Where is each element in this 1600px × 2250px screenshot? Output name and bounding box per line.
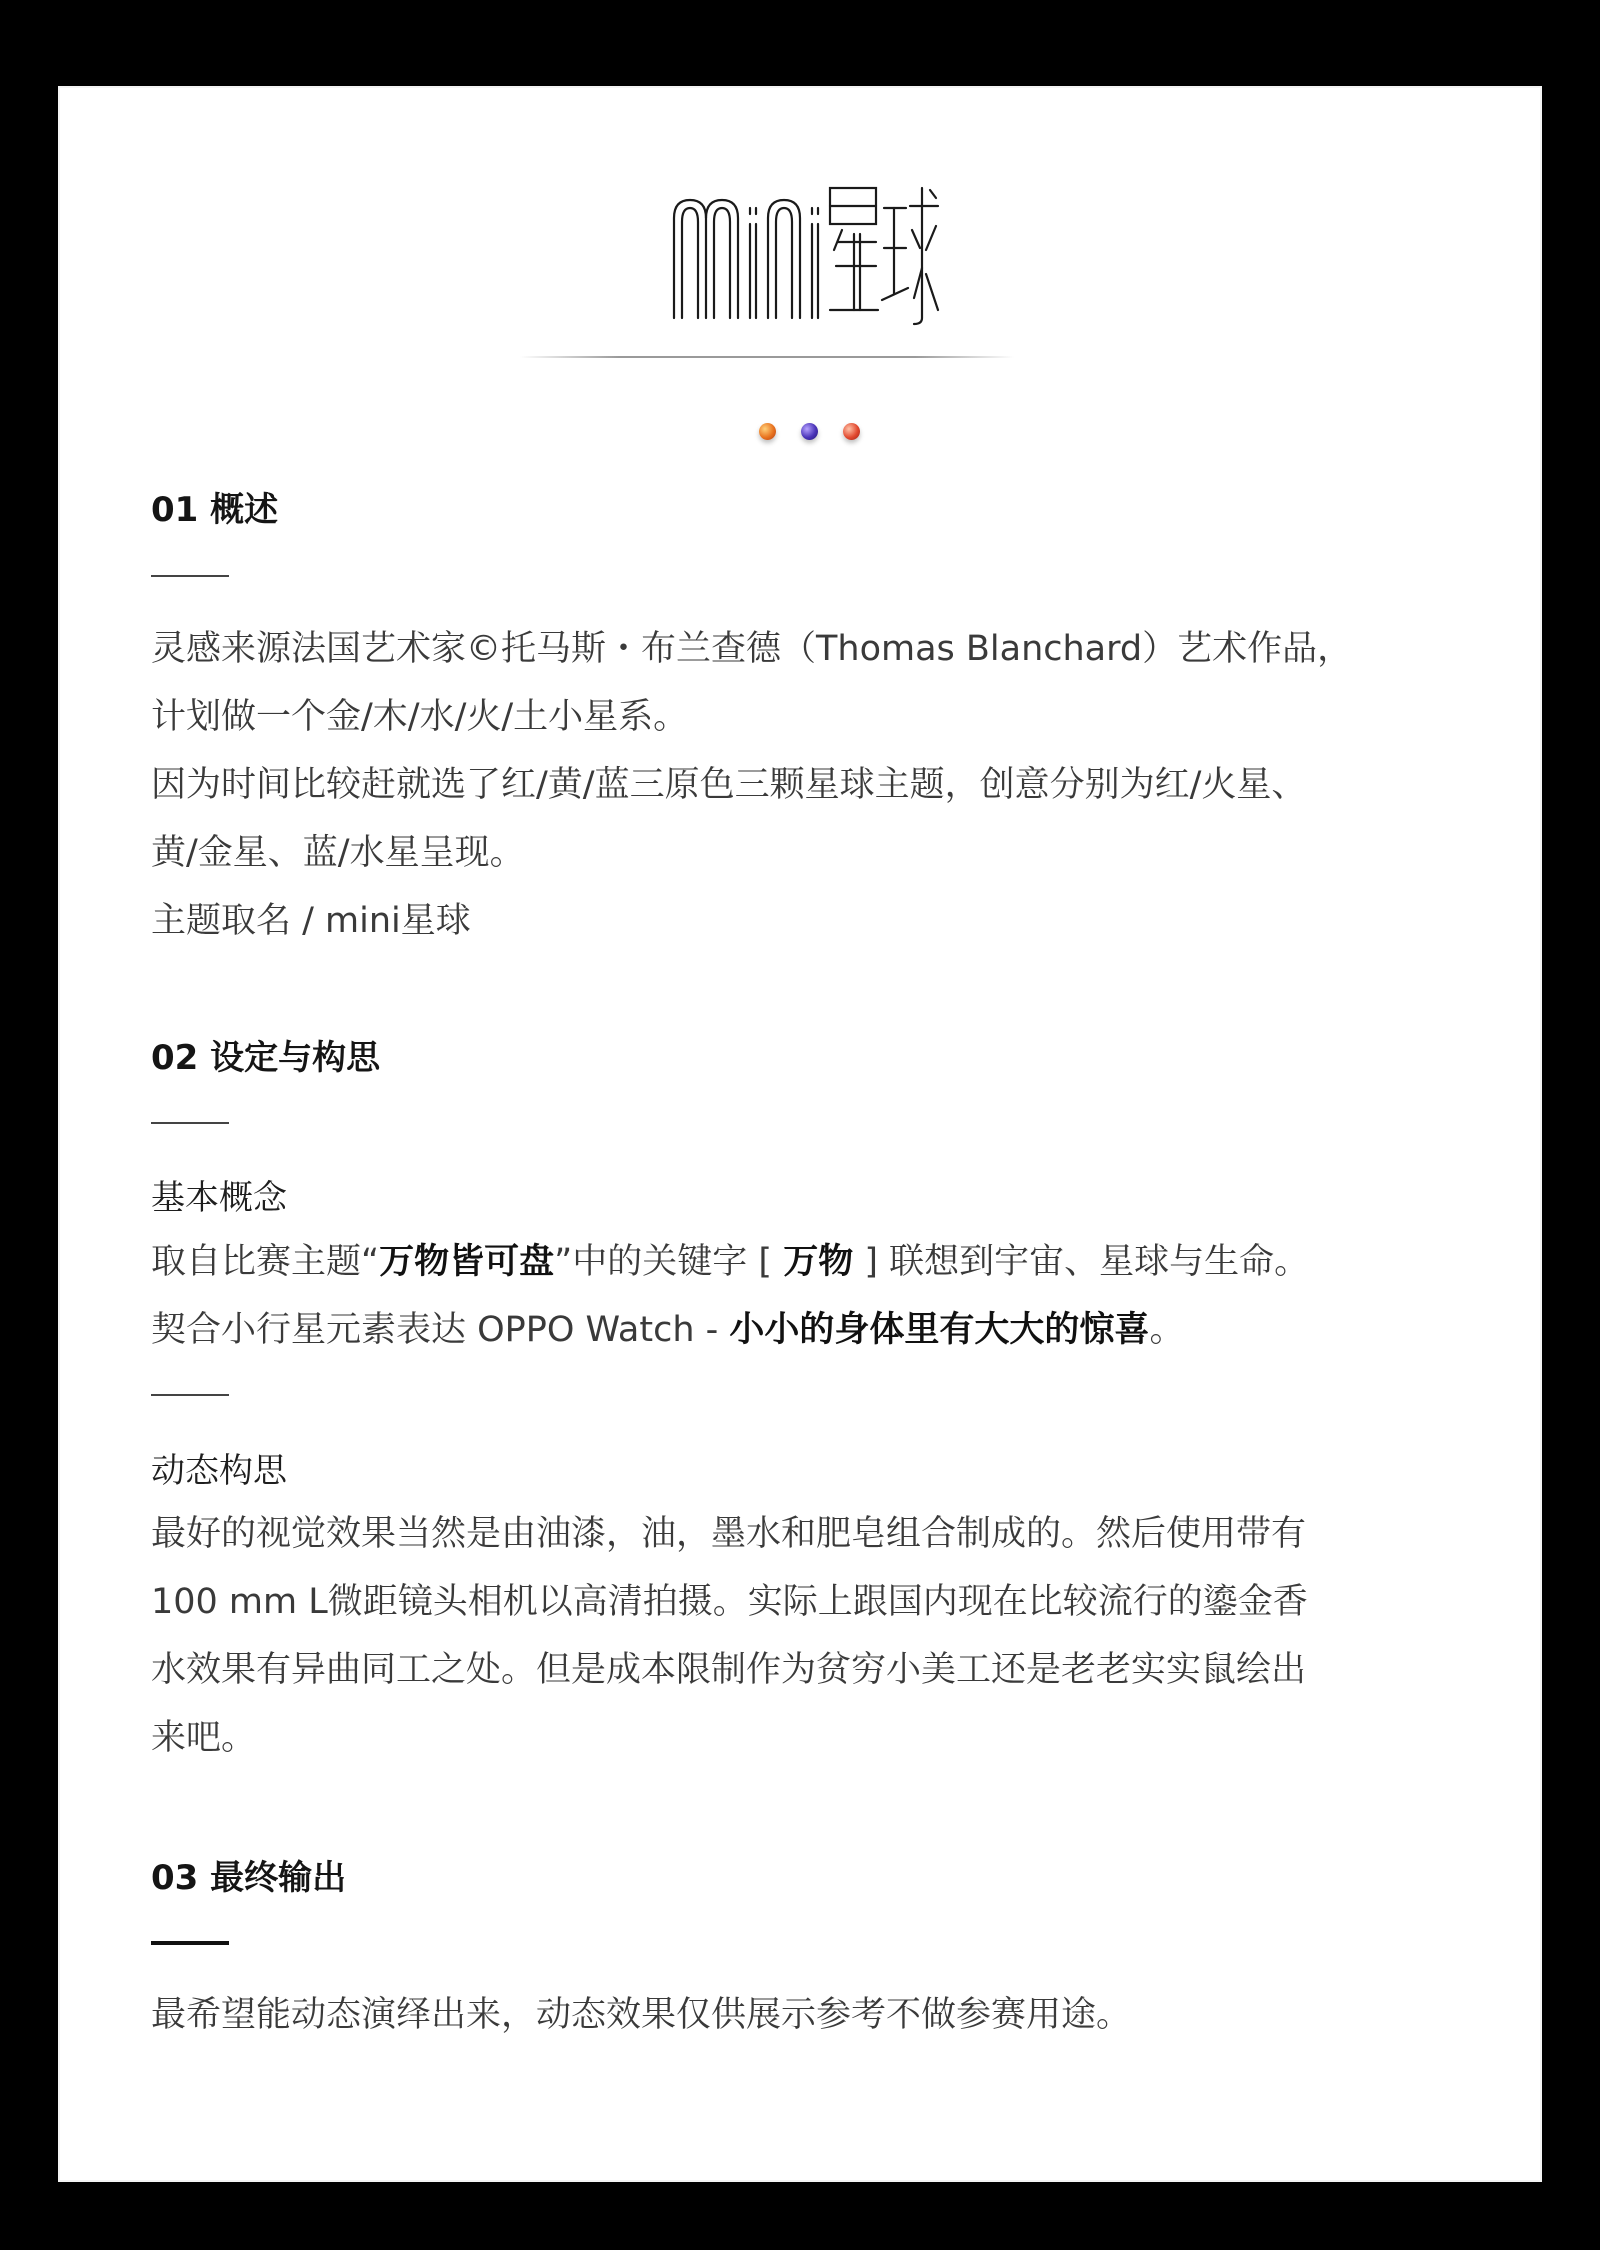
concept-line: 契合小行星元素表达 OPPO Watch - 小小的身体里有大大的惊喜。 bbox=[151, 1310, 1185, 1350]
overview-paragraph bbox=[151, 615, 1352, 955]
motion-line: 最好的视觉效果当然是由油漆，油，墨水和肥皂组合制成的。然后使用带有 bbox=[151, 1514, 1307, 1554]
final-output-line: 最希望能动态演绎出来，动态效果仅供展示参考不做参赛用途。 bbox=[151, 1995, 1132, 2035]
section-divider bbox=[151, 1122, 229, 1124]
overview-line: 黄/金星、蓝/水星呈现。 bbox=[151, 833, 525, 873]
orange-planet-icon bbox=[759, 423, 776, 440]
motion-paragraph bbox=[151, 1500, 1308, 1772]
logo-text: mini星球 bbox=[670, 178, 675, 179]
mini-planet-logo bbox=[670, 178, 940, 328]
red-planet-icon bbox=[843, 423, 860, 440]
overview-line: 因为时间比较赶就选了红/黄/蓝三原色三颗星球主题，创意分别为红/火星、 bbox=[151, 765, 1307, 805]
section-divider bbox=[151, 1941, 229, 1945]
emphasis-text: 小小的身体里有大大的惊喜 bbox=[729, 1310, 1150, 1350]
motion-line: 水效果有异曲同工之处。但是成本限制作为贫穷小美工还是老老实实鼠绘出 bbox=[151, 1650, 1307, 1690]
section-title-overview: 01 概述 bbox=[151, 490, 279, 530]
title-divider bbox=[520, 356, 1014, 358]
section-title-concept: 02 设定与构思 bbox=[151, 1038, 381, 1078]
purple-planet-icon bbox=[801, 423, 818, 440]
subsection-divider bbox=[151, 1394, 229, 1396]
overview-line: 计划做一个金/木/水/火/土小星系。 bbox=[151, 697, 689, 737]
subsection-title-basic-concept: 基本概念 bbox=[151, 1178, 287, 1218]
motion-line: 100 mm L微距镜头相机以高清拍摄。实际上跟国内现在比较流行的鎏金香 bbox=[151, 1582, 1308, 1622]
emphasis-text: 万物皆可盘 bbox=[379, 1242, 555, 1282]
concept-line: 取自比赛主题“万物皆可盘”中的关键字 [ 万物 ] 联想到宇宙、星球与生命。 bbox=[151, 1242, 1310, 1282]
overview-line: 灵感来源法国艺术家©托马斯・布兰查德（Thomas Blanchard）艺术作品， bbox=[151, 629, 1353, 669]
motion-line: 来吧。 bbox=[151, 1718, 257, 1758]
section-title-final-output: 03 最终输出 bbox=[151, 1858, 347, 1898]
concept-paragraph bbox=[151, 1228, 1309, 1364]
final-output-paragraph bbox=[151, 1981, 1131, 2049]
emphasis-text: 万物 bbox=[783, 1242, 854, 1282]
overview-line: 主题取名 / mini星球 bbox=[151, 901, 471, 941]
section-divider bbox=[151, 575, 229, 577]
subsection-title-motion: 动态构思 bbox=[151, 1451, 287, 1491]
